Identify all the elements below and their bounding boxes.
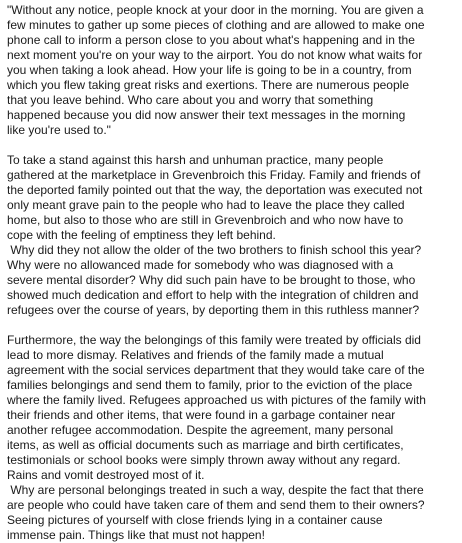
paragraph-belongings [7,333,458,543]
text-line: To take a stand against this harsh and unhuman practice, many people [7,153,384,167]
text-line: immense pain. Things like that must not happen! [7,528,265,542]
text-line: gathered at the marketplace in Grevenbroich this Friday. Family and friends of [7,168,421,182]
text-line: severe mental disorder? Why did such pain have to be brought to those, who [7,273,416,287]
text-line: lead to more dismay. Relatives and friends of the family made a mutual [7,348,384,362]
text-line: "Without any notice, people knock at your door in the morning. You are given a [7,3,424,17]
text-line: items, as well as official documents such as marriage and birth certificates, [7,438,404,452]
text-line: Why were no allowanced made for somebody who was diagnosed with a [7,258,394,272]
text-line: home, but also to those who are still in Grevenbroich and who now have to [7,213,404,227]
paragraph-protest [7,153,458,318]
text-line: agreement with the social services department that they would take care of the [7,363,425,377]
text-line: testimonials or school books were simply thrown away without any regard. [7,453,401,467]
text-line: where the family lived. Refugees approached us with pictures of the family with [7,393,426,407]
text-line: only meant grave pain to the people who had to leave the place they called [7,198,405,212]
text-line: that you leave behind. Who care about you and worry that something [7,93,374,107]
text-line: next moment you're on your way to the airport. You do not know what waits for [7,48,423,62]
text-line: you when taking a look ahead. How your life is going to be in a country, from [7,63,412,77]
text-line: few minutes to gather up some pieces of clothing and are allowed to make one [7,18,425,32]
text-line: Furthermore, the way the belongings of this family were treated by officials did [7,333,421,347]
text-line: cope with the feeling of emptiness they left behind. [7,228,276,242]
text-line: phone call to inform a person close to you about what's happening and in the [7,33,415,47]
paragraph-spacer [7,318,458,333]
text-line: like you're used to." [7,123,111,137]
text-line: which you flew taking great risks and exertions. There are numerous people [7,78,409,92]
text-line: are people who could have taken care of them and send them to their owners? [7,498,425,512]
paragraph-spacer [7,138,458,153]
text-line: another refugee accommodation. Despite the agreement, many personal [7,423,394,437]
text-line: Seeing pictures of yourself with close friends lying in a container cause [7,513,383,527]
text-line: families belongings and send them to family, prior to the eviction of the place [7,378,413,392]
text-line: the deported family pointed out that the way, the deportation was executed not [7,183,423,197]
text-line: showed much dedication and effort to help with the integration of children and [7,288,419,302]
text-line: refugees over the course of years, by deporting them in this ruthless manner? [7,303,420,317]
text-line: Rains and vomit destroyed most of it. [7,468,205,482]
text-line: their friends and other items, that were found in a garbage container near [7,408,396,422]
text-line: happened because you did now answer their text messages in the morning [7,108,406,122]
text-line: Why did they not allow the older of the two brothers to finish school this year? [7,243,422,257]
paragraph-quote [7,3,458,138]
text-line: Why are personal belongings treated in such a way, despite the fact that there [7,483,424,497]
